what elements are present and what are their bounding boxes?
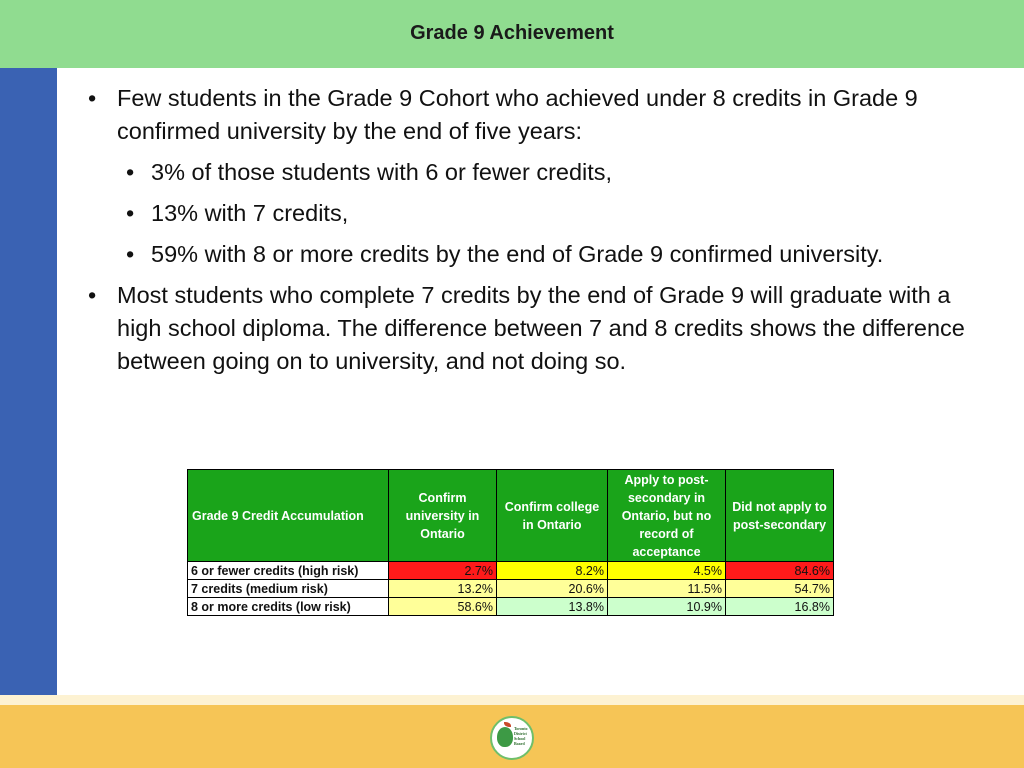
- bullet-dot-icon: •: [126, 241, 135, 267]
- table-cell: 20.6%: [497, 580, 608, 598]
- bullet-dot-icon: •: [126, 159, 135, 185]
- table-cell: 2.7%: [389, 562, 497, 580]
- column-header: Apply to post-secondary in Ontario, but no record of acceptance: [608, 470, 726, 562]
- column-header: Confirm college in Ontario: [497, 470, 608, 562]
- table-cell: 16.8%: [726, 598, 834, 616]
- logo-text: [514, 726, 528, 746]
- apple-icon: [497, 727, 513, 747]
- column-header: Grade 9 Credit Accumulation: [188, 470, 389, 562]
- table-row: [188, 562, 834, 580]
- logo-line: Board: [514, 741, 525, 746]
- slide-title: Grade 9 Achievement: [410, 22, 614, 44]
- bullet-item: [86, 279, 986, 378]
- bullet-dot-icon: •: [88, 282, 97, 308]
- table-row: [188, 580, 834, 598]
- row-label: 8 or more credits (low risk): [188, 598, 389, 616]
- table-row: [188, 598, 834, 616]
- sub-bullet-item: [86, 156, 986, 189]
- sub-bullet-item: [86, 197, 986, 230]
- bullet-text: Most students who complete 7 credits by the end of Grade 9 will graduate with a high school diploma. The difference between 7 and 8 credits shows the difference between going on to university, and not doing so.: [117, 282, 965, 374]
- table-cell: 54.7%: [726, 580, 834, 598]
- column-header: Confirm university in Ontario: [389, 470, 497, 562]
- table-cell: 58.6%: [389, 598, 497, 616]
- logo-line: Toronto: [514, 726, 528, 731]
- table-cell: 11.5%: [608, 580, 726, 598]
- table-cell: 13.2%: [389, 580, 497, 598]
- bullet-text: 59% with 8 or more credits by the end of Grade 9 confirmed university.: [151, 241, 884, 267]
- row-label: 7 credits (medium risk): [188, 580, 389, 598]
- logo-line: School: [514, 736, 526, 741]
- table-cell: 13.8%: [497, 598, 608, 616]
- sidebar-accent: [0, 68, 57, 695]
- board-logo-icon: [490, 716, 534, 760]
- logo-line: District: [514, 731, 527, 736]
- bullet-list: [86, 82, 986, 386]
- table-cell: 84.6%: [726, 562, 834, 580]
- credit-accumulation-table: [187, 469, 834, 616]
- column-header: Did not apply to post-secondary: [726, 470, 834, 562]
- table-cell: 4.5%: [608, 562, 726, 580]
- bullet-dot-icon: •: [126, 200, 135, 226]
- table-cell: 8.2%: [497, 562, 608, 580]
- sub-bullet-item: [86, 238, 986, 271]
- table-cell: 10.9%: [608, 598, 726, 616]
- bullet-item: [86, 82, 986, 148]
- footer-divider: [0, 695, 1024, 705]
- bullet-text: 13% with 7 credits,: [151, 200, 349, 226]
- title-bar: [0, 0, 1024, 68]
- table-header-row: [188, 470, 834, 562]
- bullet-text: Few students in the Grade 9 Cohort who achieved under 8 credits in Grade 9 confirmed university by the end of five years:: [117, 85, 918, 144]
- bullet-text: 3% of those students with 6 or fewer credits,: [151, 159, 613, 185]
- row-label: 6 or fewer credits (high risk): [188, 562, 389, 580]
- bullet-dot-icon: •: [88, 85, 97, 111]
